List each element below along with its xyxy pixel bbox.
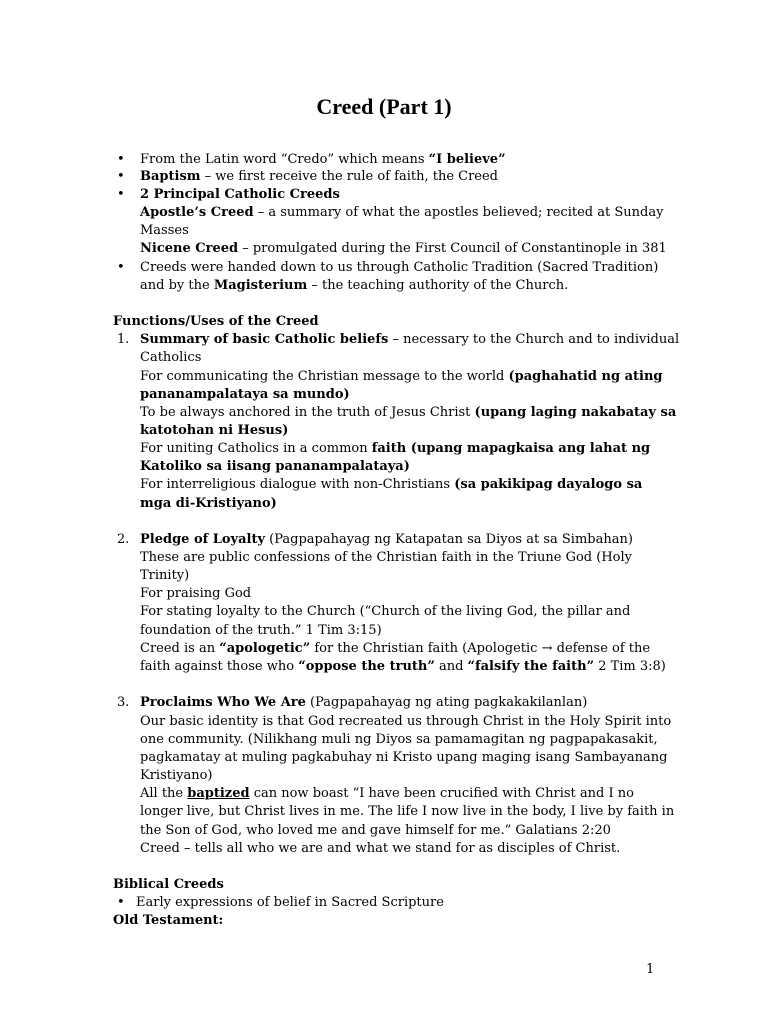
bullet-marker: •: [117, 187, 125, 202]
bullet-marker: •: [117, 169, 125, 184]
intro-line-tradition: Creeds were handed down to us through Catholic Tradition (Sacred Tradition): [140, 260, 659, 275]
item1-line: Catholics: [140, 350, 202, 365]
item2-pledge: Pledge of Loyalty (Pagpapahayag ng Katapatan sa Diyos at sa Simbahan): [140, 532, 633, 547]
item2-line: foundation of the truth.” 1 Tim 3:15): [140, 623, 382, 638]
item1-line: pananampalataya sa mundo): [140, 387, 350, 402]
list-number: 2.: [117, 532, 130, 547]
item1-line: For communicating the Christian message to the world (paghahatid ng ating: [140, 369, 663, 384]
intro-line-masses: Masses: [140, 223, 189, 238]
old-testament-heading: Old Testament:: [113, 913, 224, 928]
item3-line: All the baptized can now boast “I have been crucified with Christ and I no: [140, 786, 634, 801]
item3-line: Our basic identity is that God recreated us through Christ in the Holy Spirit into: [140, 714, 672, 729]
item1-line: For uniting Catholics in a common faith (upang mapagkaisa ang lahat ng: [140, 441, 651, 456]
item1-line: katotohan ni Hesus): [140, 423, 289, 438]
intro-line-apostles-creed: Apostle’s Creed – a summary of what the apostles believed; recited at Sunday: [140, 205, 664, 220]
item1-line: For interreligious dialogue with non-Christians (sa pakikipag dayalogo sa: [140, 477, 643, 492]
item2-line: faith against those who “oppose the truth” and “falsify the faith” 2 Tim 3:8): [140, 659, 666, 674]
item1-line: To be always anchored in the truth of Jesus Christ (upang laging nakabatay sa: [140, 405, 677, 420]
item2-line: Creed is an “apologetic” for the Christian faith (Apologetic → defense of the: [140, 641, 651, 656]
item3-line: the Son of God, who loved me and gave himself for me.” Galatians 2:20: [140, 823, 611, 838]
page-number: 1: [646, 962, 655, 977]
functions-heading: Functions/Uses of the Creed: [113, 314, 319, 329]
item3-line: one community. (Nilikhang muli ng Diyos sa pamamagitan ng pagpapakasakit,: [140, 732, 658, 747]
item3-line: longer live, but Christ lives in me. The life I now live in the body, I live by faith in: [140, 804, 675, 819]
item2-line: Trinity): [140, 568, 190, 583]
list-number: 3.: [117, 695, 130, 710]
biblical-heading: Biblical Creeds: [113, 877, 224, 892]
intro-line-latin: From the Latin word “Credo” which means “I believe”: [140, 152, 506, 167]
bullet-marker: •: [117, 260, 125, 275]
intro-line-nicene-creed: Nicene Creed – promulgated during the First Council of Constantinople in 381: [140, 241, 667, 256]
item2-line: These are public confessions of the Christian faith in the Triune God (Holy: [140, 550, 633, 565]
item3-line: Kristiyano): [140, 768, 213, 783]
item3-line: Creed – tells all who we are and what we stand for as disciples of Christ.: [140, 841, 621, 856]
bullet-marker: •: [117, 895, 125, 910]
item2-line: For stating loyalty to the Church (“Church of the living God, the pillar and: [140, 604, 631, 619]
intro-line-principal-creeds: 2 Principal Catholic Creeds: [140, 187, 340, 202]
bullet-marker: •: [117, 152, 125, 167]
item1-line: Katoliko sa iisang pananampalataya): [140, 459, 410, 474]
item3-proclaims: Proclaims Who We Are (Pagpapahayag ng ating pagkakakilanlan): [140, 695, 588, 710]
page-title: Creed (Part 1): [316, 94, 452, 119]
item1-line: mga di-Kristiyano): [140, 496, 277, 511]
item3-line: pagkamatay at muling pagkabuhay ni Kristo upang maging isang Sambayanang: [140, 750, 668, 765]
intro-line-magisterium: and by the Magisterium – the teaching authority of the Church.: [140, 278, 569, 293]
right-arrow-icon: →: [541, 641, 553, 656]
intro-line-baptism: Baptism – we first receive the rule of faith, the Creed: [140, 169, 499, 184]
biblical-bullet: Early expressions of belief in Sacred Scripture: [136, 895, 444, 910]
item1-summary: Summary of basic Catholic beliefs – necessary to the Church and to individual: [140, 332, 680, 347]
item2-line: For praising God: [140, 586, 252, 601]
list-number: 1.: [117, 332, 130, 347]
